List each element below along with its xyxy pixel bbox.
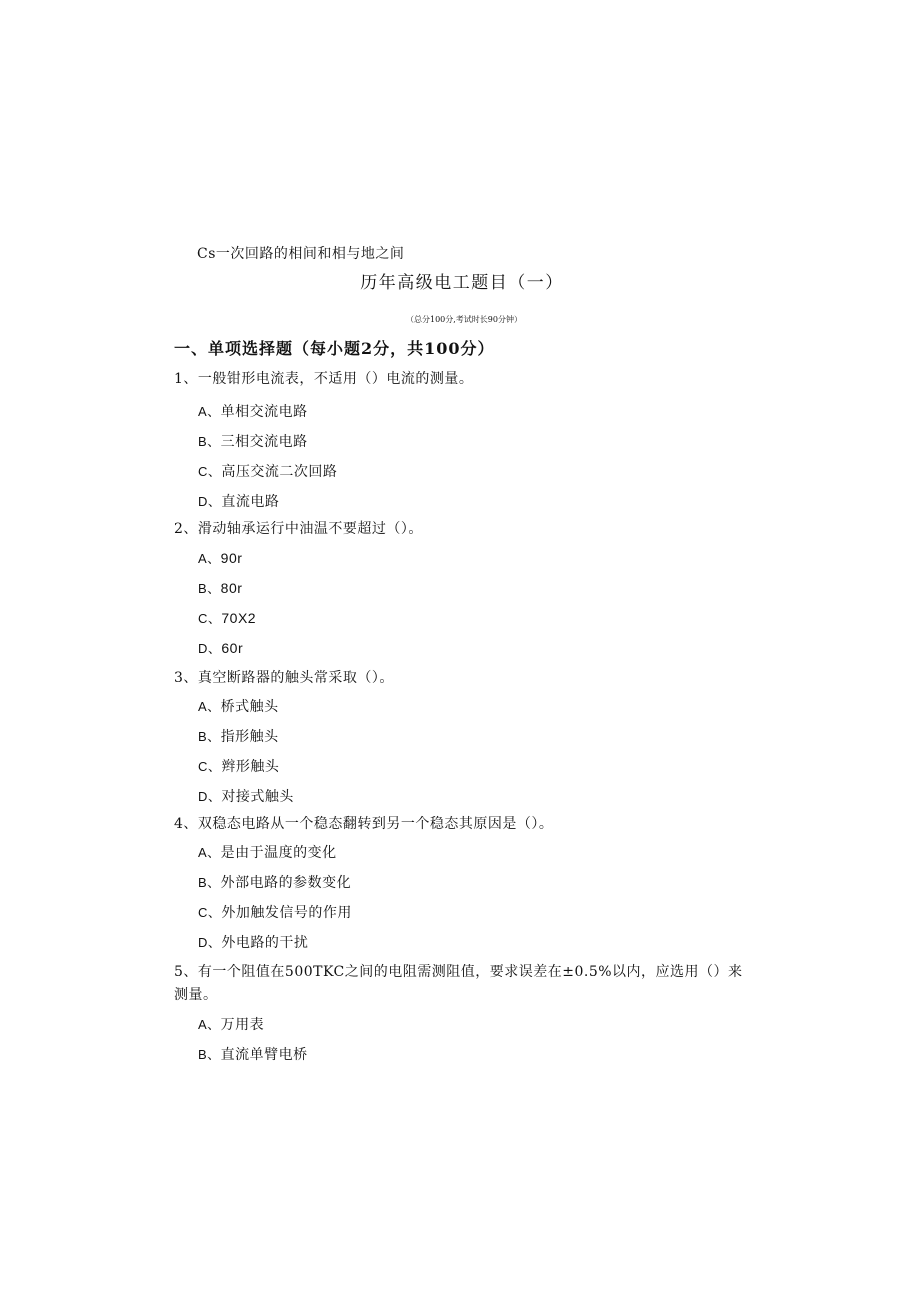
option-text: 90r (220, 550, 243, 566)
option-b (174, 1040, 749, 1070)
option-letter: A、 (198, 699, 221, 714)
stray-text-line: Cs一次回路的相间和相与地之间 (197, 246, 405, 262)
option-letter: D、 (198, 641, 222, 656)
option-text: 外电路的干扰 (221, 935, 309, 951)
document-title: 历年高级电工题目（一） (360, 273, 564, 293)
option-a (174, 1010, 749, 1040)
question-text: 3、真空断路器的触头常采取（）。 (174, 670, 394, 686)
option-list (174, 543, 423, 663)
option-letter: A、 (198, 1017, 221, 1032)
option-letter: C、 (198, 464, 222, 479)
option-d (174, 928, 553, 958)
option-d (174, 487, 473, 517)
option-list (174, 1010, 749, 1070)
option-letter: B、 (198, 875, 221, 890)
option-text: 单相交流电路 (220, 404, 308, 420)
option-a (174, 838, 553, 868)
question-text: 2、滑动轴承运行中油温不要超过（）。 (174, 521, 423, 537)
option-text: 是由于温度的变化 (220, 845, 337, 861)
option-letter: A、 (198, 404, 221, 419)
option-a (174, 543, 423, 573)
question-4 (174, 813, 553, 958)
option-text: 指形触头 (220, 729, 279, 745)
option-letter: D、 (198, 789, 222, 804)
option-a (174, 692, 394, 722)
option-list (174, 397, 473, 517)
option-text: 外加触发信号的作用 (221, 905, 352, 921)
option-c (174, 457, 473, 487)
option-letter: B、 (198, 581, 221, 596)
option-b (174, 427, 473, 457)
option-letter: D、 (198, 494, 222, 509)
option-text: 外部电路的参数变化 (220, 875, 352, 891)
question-text: 5、有一个阻值在500TKC之间的电阻需测阻值，要求误差在±0.5%以内，应选用（）来测量。 (174, 964, 743, 1003)
question-5 (174, 961, 749, 1070)
option-d (174, 633, 423, 663)
option-letter: D、 (198, 935, 222, 950)
option-text: 80r (220, 580, 243, 596)
option-text: 70X2 (221, 610, 257, 626)
option-a (174, 397, 473, 427)
option-letter: A、 (198, 845, 221, 860)
option-text: 三相交流电路 (220, 434, 308, 450)
option-c (174, 752, 394, 782)
option-c (174, 603, 423, 633)
option-list (174, 838, 553, 958)
option-text: 高压交流二次回路 (221, 464, 338, 480)
option-letter: B、 (198, 1047, 221, 1062)
option-d (174, 782, 394, 812)
option-text: 60r (221, 640, 244, 656)
option-text: 直流单臂电桥 (220, 1047, 308, 1063)
question-1 (174, 368, 473, 517)
option-text: 辫形触头 (221, 759, 280, 775)
document-subtitle: （总分100分,考试时长90分钟） (406, 315, 522, 324)
question-3 (174, 667, 394, 812)
option-c (174, 898, 553, 928)
option-b (174, 868, 553, 898)
option-letter: B、 (198, 729, 221, 744)
option-list (174, 692, 394, 812)
option-letter: C、 (198, 611, 222, 626)
option-text: 桥式触头 (220, 699, 279, 715)
option-letter: C、 (198, 905, 222, 920)
option-letter: A、 (198, 551, 221, 566)
option-letter: B、 (198, 434, 221, 449)
question-text: 4、双稳态电路从一个稳态翻转到另一个稳态其原因是（）。 (174, 816, 554, 832)
option-text: 直流电路 (221, 494, 280, 510)
option-text: 对接式触头 (221, 789, 294, 805)
option-b (174, 722, 394, 752)
section-heading: 一、单项选择题（每小题2分，共100分） (174, 339, 495, 358)
question-text: 1、一般钳形电流表，不适用（）电流的测量。 (174, 371, 474, 387)
option-letter: C、 (198, 759, 222, 774)
option-b (174, 573, 423, 603)
option-text: 万用表 (220, 1017, 265, 1033)
question-2 (174, 518, 423, 663)
